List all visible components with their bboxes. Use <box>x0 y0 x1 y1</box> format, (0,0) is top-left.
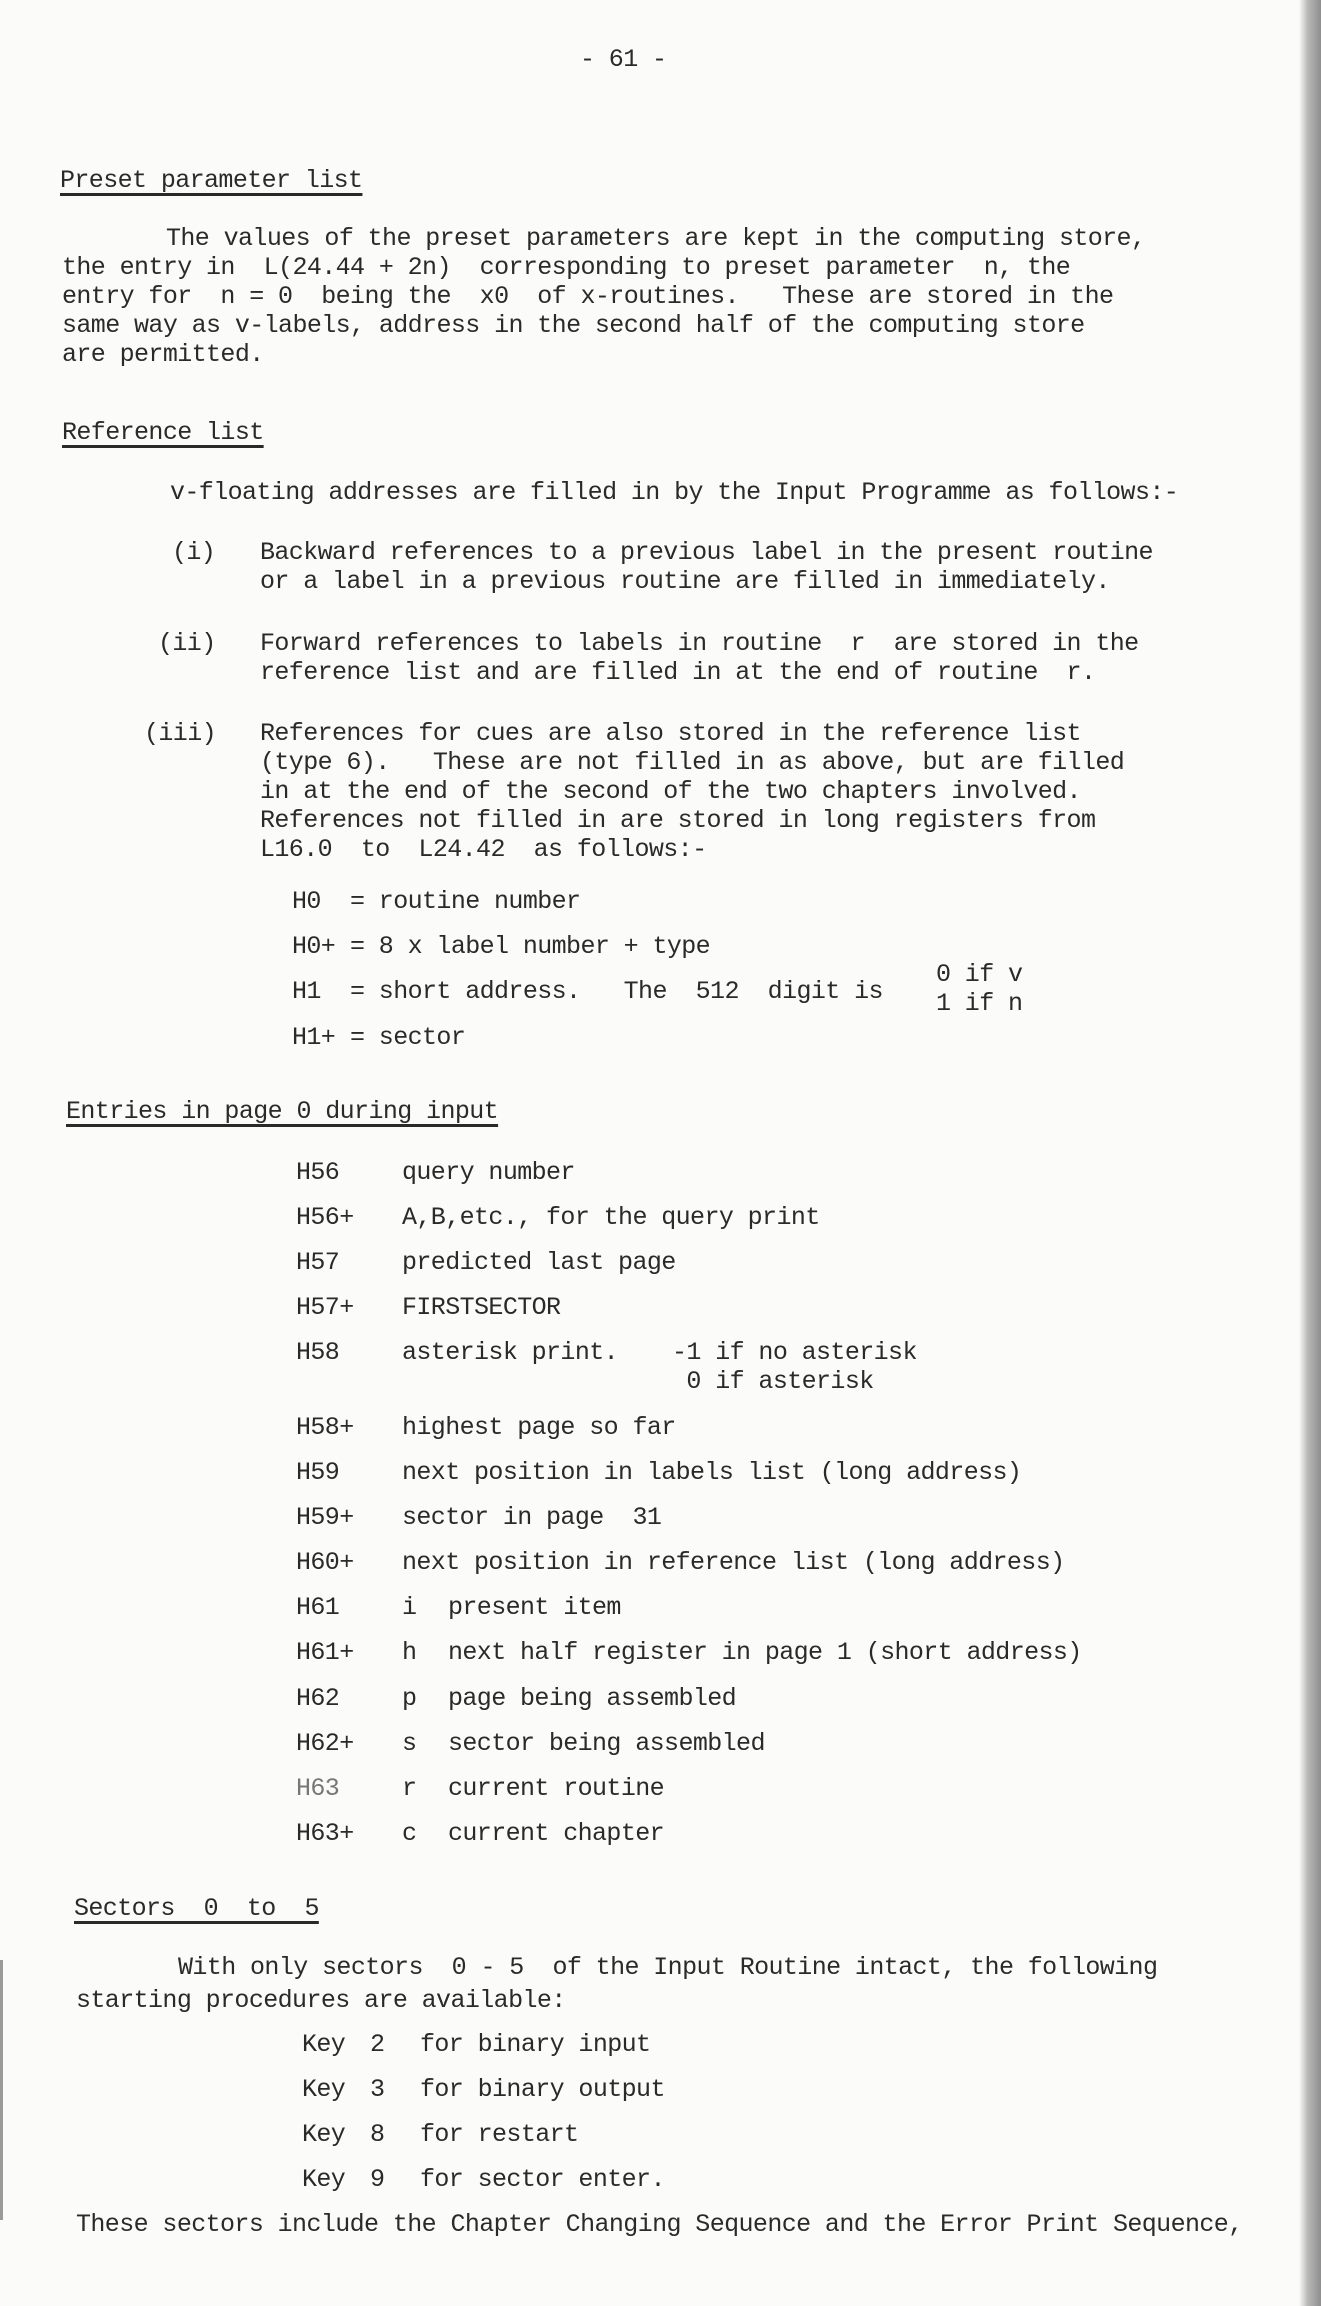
entry-register: H63+ <box>296 1819 354 1848</box>
register-name: H0+ <box>292 932 336 961</box>
entry-description: current routine <box>448 1774 665 1803</box>
entry-description: current chapter <box>448 1819 665 1848</box>
entry-register: H56+ <box>296 1203 354 1232</box>
heading-entries-page-0: Entries in page 0 during input <box>66 1097 499 1126</box>
key-label: Key <box>302 2075 346 2104</box>
item-line: in at the end of the second of the two chapters involved. <box>260 777 1081 806</box>
entry-case: 0 if asterisk <box>672 1367 874 1396</box>
entry-description: sector in page 31 <box>402 1503 662 1532</box>
paragraph-line: starting procedures are available: <box>76 1986 566 2015</box>
entry-register: H59 <box>296 1458 340 1487</box>
entry-symbol: r <box>402 1774 417 1803</box>
entry-register: H58 <box>296 1338 340 1367</box>
entry-symbol: p <box>402 1684 417 1713</box>
key-label: Key <box>302 2030 346 2059</box>
item-number: (i) <box>172 538 216 567</box>
key-number: 3 <box>370 2075 385 2104</box>
register-name: H0 <box>292 887 321 916</box>
entry-register: H62 <box>296 1684 340 1713</box>
entry-description: highest page so far <box>402 1413 676 1442</box>
entry-register: H63 <box>296 1774 340 1803</box>
reference-intro: v-floating addresses are filled in by the Input Programme as follows:- <box>170 478 1179 507</box>
item-line: L16.0 to L24.42 as follows:- <box>260 835 707 864</box>
register-desc: = short address. The 512 digit is <box>350 977 883 1006</box>
left-edge-shadow <box>0 1960 3 2220</box>
key-number: 9 <box>370 2165 385 2194</box>
item-line: reference list and are filled in at the end of routine r. <box>260 658 1096 687</box>
entry-description: predicted last page <box>402 1248 676 1277</box>
key-description: for binary input <box>420 2030 651 2059</box>
entry-symbol: c <box>402 1819 417 1848</box>
closing-line: These sectors include the Chapter Changing Sequence and the Error Print Sequence, <box>76 2210 1243 2239</box>
entry-register: H61 <box>296 1593 340 1622</box>
entry-register: H60+ <box>296 1548 354 1577</box>
entry-symbol: i <box>402 1593 417 1622</box>
item-line: or a label in a previous routine are filled in immediately. <box>260 567 1110 596</box>
entry-symbol: h <box>402 1638 417 1667</box>
item-line: (type 6). These are not filled in as above, but are filled <box>260 748 1125 777</box>
digit-case: 1 if n <box>936 989 1023 1018</box>
entry-register: H61+ <box>296 1638 354 1667</box>
paragraph-line: entry for n = 0 being the x0 of x-routines. These are stored in the <box>62 282 1114 311</box>
entry-register: H58+ <box>296 1413 354 1442</box>
entry-description: A,B,etc., for the query print <box>402 1203 820 1232</box>
key-label: Key <box>302 2120 346 2149</box>
register-name: H1 <box>292 977 321 1006</box>
entry-register: H59+ <box>296 1503 354 1532</box>
key-number: 8 <box>370 2120 385 2149</box>
entry-description: next position in labels list (long address) <box>402 1458 1022 1487</box>
item-line: References for cues are also stored in the reference list <box>260 719 1081 748</box>
digit-case: 0 if v <box>936 960 1023 989</box>
page-number: - 61 - <box>580 45 667 74</box>
item-line: Forward references to labels in routine r are stored in the <box>260 629 1139 658</box>
entry-case: -1 if no asterisk <box>672 1338 917 1367</box>
key-description: for sector enter. <box>420 2165 665 2194</box>
heading-reference-list: Reference list <box>62 418 264 447</box>
register-desc: = routine number <box>350 887 581 916</box>
key-number: 2 <box>370 2030 385 2059</box>
entry-register: H57+ <box>296 1293 354 1322</box>
register-desc: = 8 x label number + type <box>350 932 711 961</box>
register-desc: = sector <box>350 1023 466 1052</box>
key-description: for restart <box>420 2120 579 2149</box>
item-line: Backward references to a previous label in the present routine <box>260 538 1153 567</box>
entry-register: H57 <box>296 1248 340 1277</box>
entry-description: asterisk print. <box>402 1338 619 1367</box>
entry-description: sector being assembled <box>448 1729 765 1758</box>
entry-description: present item <box>448 1593 621 1622</box>
entry-description: next half register in page 1 (short address) <box>448 1638 1082 1667</box>
paragraph-line: are permitted. <box>62 340 264 369</box>
key-description: for binary output <box>420 2075 665 2104</box>
entry-description: query number <box>402 1158 575 1187</box>
entry-description: page being assembled <box>448 1684 737 1713</box>
item-line: References not filled in are stored in long registers from <box>260 806 1096 835</box>
entry-symbol: s <box>402 1729 417 1758</box>
paragraph-line: same way as v-labels, address in the second half of the computing store <box>62 311 1085 340</box>
heading-preset-parameter-list: Preset parameter list <box>60 166 363 195</box>
paragraph-line: With only sectors 0 - 5 of the Input Routine intact, the following <box>178 1953 1158 1982</box>
entry-description: next position in reference list (long address) <box>402 1548 1065 1577</box>
entry-register: H62+ <box>296 1729 354 1758</box>
item-number: (ii) <box>158 629 216 658</box>
key-label: Key <box>302 2165 346 2194</box>
paragraph-line: The values of the preset parameters are kept in the computing store, <box>166 224 1146 253</box>
register-name: H1+ <box>292 1023 336 1052</box>
page-edge-shadow <box>1299 0 1321 2306</box>
entry-description: FIRSTSECTOR <box>402 1293 561 1322</box>
heading-sectors-0-to-5: Sectors 0 to 5 <box>74 1894 319 1923</box>
paragraph-line: the entry in L(24.44 + 2n) corresponding to preset parameter n, the <box>62 253 1071 282</box>
entry-register: H56 <box>296 1158 340 1187</box>
item-number: (iii) <box>144 719 217 748</box>
